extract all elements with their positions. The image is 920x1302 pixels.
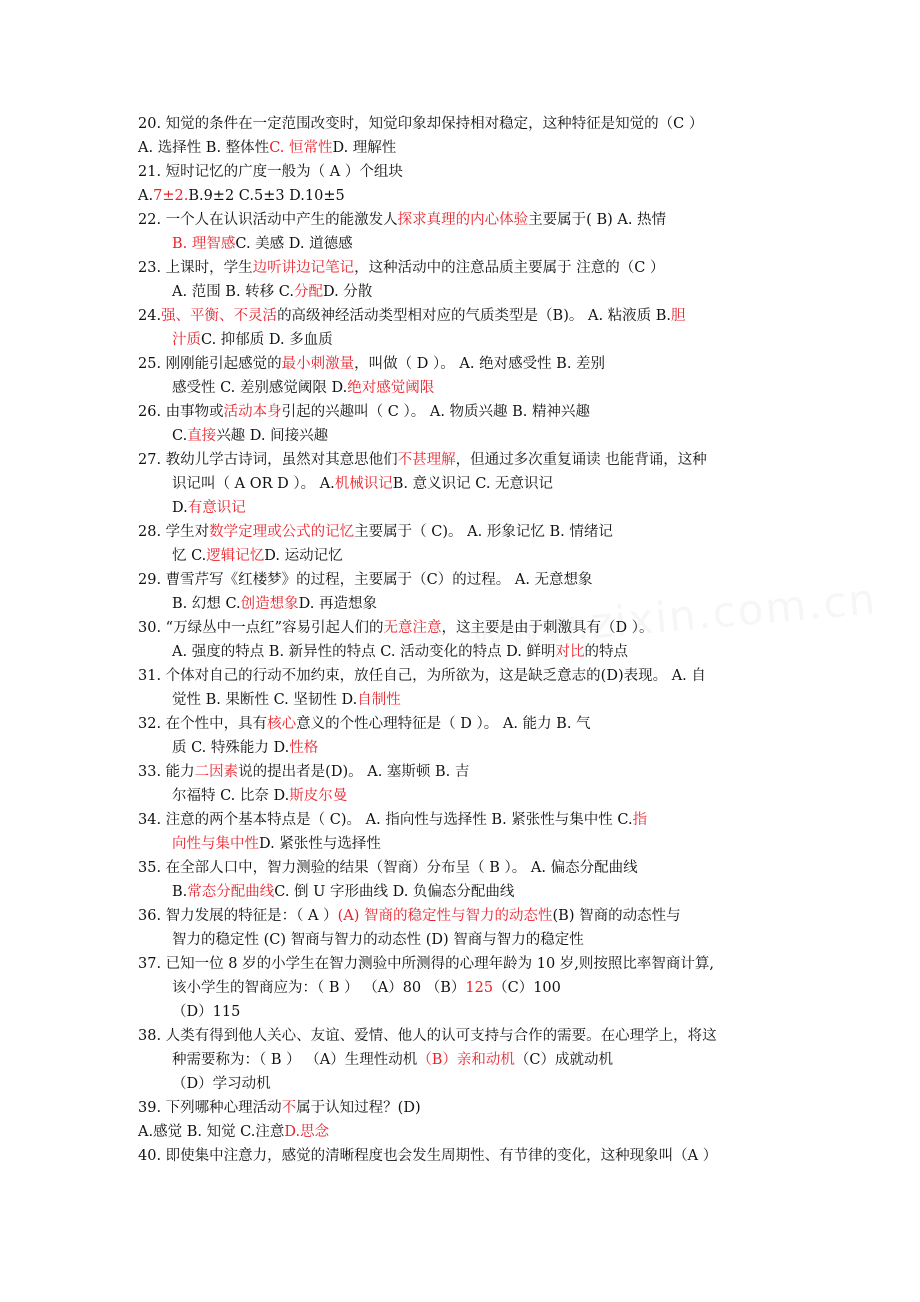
answer-highlight: 直接 (187, 428, 217, 444)
question-text: 27. 教幼儿学古诗词，虽然对其意思他们 (138, 452, 398, 468)
question-line (138, 136, 788, 160)
question-text: 智力的稳定性 (C) 智商与智力的动态性 (D) 智商与智力的稳定性 (172, 932, 584, 948)
question-line (138, 688, 788, 712)
question-text: D. 运动记忆 (264, 548, 343, 564)
question-line (138, 1120, 788, 1144)
answer-highlight: 性格 (289, 740, 319, 756)
question-text: 36. 智力发展的特征是：（ A ） (138, 908, 338, 924)
answer-highlight: 不 (281, 1100, 297, 1116)
answer-highlight: 核心 (267, 716, 297, 732)
answer-highlight: 125 (465, 980, 494, 996)
question-text: 25. 刚刚能引起感觉的 (138, 356, 282, 372)
question-text: 32. 在个性中，具有 (138, 716, 268, 732)
question-text: 种需要称为：（ B ） （A）生理性动机 (172, 1052, 418, 1068)
question-text: 35. 在全部人口中，智力测验的结果（智商）分布呈（ B ）。 A. 偏态分配曲线 (138, 860, 638, 876)
question-text: A.感觉 B. 知觉 C.注意 (138, 1124, 285, 1140)
answer-highlight: B. 理智感 (172, 236, 236, 252)
question-line (138, 1072, 788, 1096)
answer-highlight: 常态分配曲线 (187, 884, 275, 900)
answer-highlight: 二因素 (194, 764, 239, 780)
question-text: D. 分散 (322, 284, 373, 300)
question-line (138, 424, 788, 448)
question-line (138, 160, 788, 184)
question-line (138, 712, 788, 736)
answer-highlight: C. 恒常性 (269, 140, 333, 156)
answer-highlight: （B）亲和动机 (417, 1052, 515, 1068)
question-text: 主要属于（ C)。 A. 形象记忆 B. 情绪记 (354, 524, 613, 540)
question-text: 属于认知过程？(D) (296, 1100, 421, 1116)
question-text: 的特点 (584, 644, 629, 660)
answer-highlight: 自制性 (357, 692, 401, 708)
question-text: 主要属于( B) A. 热情 (528, 212, 667, 228)
question-line (138, 256, 788, 280)
question-line (138, 904, 788, 928)
question-text: 33. 能力 (138, 764, 195, 780)
question-line (138, 184, 788, 208)
question-text: 22. 一个人在认识活动中产生的能激发人 (138, 212, 398, 228)
answer-highlight: 分配 (293, 284, 323, 300)
question-line (138, 232, 788, 256)
question-text: D. 理解性 (332, 140, 397, 156)
question-line (138, 472, 788, 496)
answer-highlight: 斯皮尔曼 (289, 788, 348, 804)
question-line (138, 448, 788, 472)
question-line (138, 784, 788, 808)
answer-highlight: 向性与集中性 (172, 836, 259, 852)
question-text: 的高级神经活动类型相对应的气质类型是（B)。 A. 粘液质 B. (277, 308, 672, 324)
question-line (138, 880, 788, 904)
answer-highlight: 无意注意 (383, 620, 442, 636)
question-line (138, 832, 788, 856)
question-text: 20. 知觉的条件在一定范围改变时，知觉印象却保持相对稳定，这种特征是知觉的（C ） (138, 116, 704, 132)
question-line (138, 112, 788, 136)
question-line (138, 304, 788, 328)
question-text: ，这主要是由于刺激具有（D ）。 (441, 620, 654, 636)
answer-highlight: 强、平衡、不灵活 (161, 308, 278, 324)
question-text: D. 再造想象 (298, 596, 377, 612)
answer-highlight: 最小刺激量 (281, 356, 355, 372)
question-text: （D）115 (172, 1004, 241, 1020)
question-text: C. 抑郁质 D. 多血质 (201, 332, 333, 348)
question-text: 34. 注意的两个基本特点是（ C)。 A. 指向性与选择性 B. 紧张性与集中性 C. (138, 812, 633, 828)
question-line (138, 616, 788, 640)
question-text: C. (172, 428, 188, 444)
question-text: 37. 已知一位 8 岁的小学生在智力测验中所测得的心理年龄为 10 岁,则按照比率智商计算, (138, 956, 714, 972)
question-text: 兴趣 D. 间接兴趣 (216, 428, 329, 444)
question-line (138, 208, 788, 232)
question-text: （C）成就动机 (514, 1052, 613, 1068)
question-text: A. 范围 B. 转移 C. (172, 284, 294, 300)
question-text: ，但通过多次重复诵读 也能背诵，这种 (455, 452, 707, 468)
answer-highlight: 活动本身 (223, 404, 282, 420)
question-line (138, 520, 788, 544)
answer-highlight: 边听讲边记笔记 (252, 260, 355, 276)
question-line (138, 760, 788, 784)
answer-highlight: 创造想象 (240, 596, 299, 612)
answer-highlight: 数学定理或公式的记忆 (209, 524, 355, 540)
question-line (138, 544, 788, 568)
question-text: (B) 智商的动态性与 (552, 908, 681, 924)
question-text: （D）学习动机 (172, 1076, 271, 1092)
question-text: C. 倒 U 字形曲线 D. 负偏态分配曲线 (274, 884, 515, 900)
answer-highlight: 胆 (671, 308, 686, 324)
question-text: 28. 学生对 (138, 524, 210, 540)
question-text: 24. (138, 308, 162, 324)
question-line (138, 736, 788, 760)
question-text: 该小学生的智商应为：（ B ） （A）80 （B） (172, 980, 466, 996)
question-line (138, 400, 788, 424)
question-text: B. (172, 884, 188, 900)
question-text: 30. “万绿丛中一点红”容易引起人们的 (138, 620, 384, 636)
question-line (138, 376, 788, 400)
question-text: ，叫做（ D ）。 A. 绝对感受性 B. 差别 (354, 356, 606, 372)
question-text: 29. 曹雪芹写《红楼梦》的过程，主要属于（C）的过程。 A. 无意想象 (138, 572, 593, 588)
answer-highlight: 绝对感觉阈限 (347, 380, 435, 396)
question-text: 39. 下列哪种心理活动 (138, 1100, 282, 1116)
question-text: 忆 C. (172, 548, 207, 564)
answer-highlight: 汁质 (172, 332, 201, 348)
answer-highlight: 有意识记 (187, 500, 246, 516)
question-text: B.9±2 C.5±3 D.10±5 (188, 188, 345, 204)
question-text: 意义的个性心理特征是（ D ）。 A. 能力 B. 气 (296, 716, 591, 732)
question-text: A. (138, 188, 154, 204)
question-text: 识记叫（ A OR D ）。 A. (172, 476, 335, 492)
question-line (138, 352, 788, 376)
question-text: B. 幻想 C. (172, 596, 241, 612)
question-line (138, 1024, 788, 1048)
question-line (138, 808, 788, 832)
question-text: 引起的兴趣叫（ C ）。 A. 物质兴趣 B. 精神兴趣 (281, 404, 591, 420)
question-line (138, 976, 788, 1000)
answer-highlight: (A) 智商的稳定性与智力的动态性 (337, 908, 553, 924)
question-line (138, 280, 788, 304)
question-text: （C）100 (493, 980, 561, 996)
question-text: B. 意义识记 C. 无意识记 (392, 476, 554, 492)
question-text: A. 选择性 B. 整体性 (138, 140, 270, 156)
question-list (138, 112, 788, 1168)
question-text: 质 C. 特殊能力 D. (172, 740, 290, 756)
question-line (138, 1096, 788, 1120)
question-line (138, 952, 788, 976)
answer-highlight: 机械识记 (334, 476, 393, 492)
question-text: D. 紧张性与选择性 (259, 836, 381, 852)
answer-highlight: 对比 (555, 644, 585, 660)
question-text: 尔福特 C. 比奈 D. (172, 788, 290, 804)
question-text: 说的提出者是(D)。 A. 塞斯顿 B. 吉 (238, 764, 470, 780)
question-line (138, 1048, 788, 1072)
question-line (138, 1000, 788, 1024)
answer-highlight: 逻辑记忆 (206, 548, 265, 564)
question-line (138, 640, 788, 664)
question-line (138, 1144, 788, 1168)
question-text: 31. 个体对自己的行动不加约束，放任自己，为所欲为，这是缺乏意志的(D)表现。 A. 自 (138, 668, 706, 684)
question-line (138, 664, 788, 688)
question-line (138, 592, 788, 616)
question-line (138, 928, 788, 952)
question-line (138, 496, 788, 520)
question-text: A. 强度的特点 B. 新异性的特点 C. 活动变化的特点 D. 鲜明 (172, 644, 556, 660)
question-text: ，这种活动中的注意品质主要属于 注意的（C ） (354, 260, 665, 276)
question-text: C. 美感 D. 道德感 (235, 236, 353, 252)
question-line (138, 856, 788, 880)
question-text: 23. 上课时，学生 (138, 260, 253, 276)
answer-highlight: 指 (632, 812, 648, 828)
question-text: 26. 由事物或 (138, 404, 224, 420)
answer-highlight: 不甚理解 (397, 452, 456, 468)
question-line (138, 568, 788, 592)
question-text: 21. 短时记忆的广度一般为（ A ）个组块 (138, 164, 403, 180)
answer-highlight: D.思念 (284, 1124, 330, 1140)
question-text: 40. 即使集中注意力，感觉的清晰程度也会发生周期性、有节律的变化，这种现象叫（A ） (138, 1148, 718, 1164)
question-text: 感受性 C. 差别感觉阈限 D. (172, 380, 348, 396)
question-text: 38. 人类有得到他人关心、友谊、爱情、他人的认可支持与合作的需要。在心理学上，将这 (138, 1028, 717, 1044)
answer-highlight: 探求真理的内心体验 (397, 212, 529, 228)
question-text: 觉性 B. 果断性 C. 坚韧性 D. (172, 692, 358, 708)
question-text: D. (172, 500, 188, 516)
answer-highlight: 7±2. (153, 188, 189, 204)
question-line (138, 328, 788, 352)
